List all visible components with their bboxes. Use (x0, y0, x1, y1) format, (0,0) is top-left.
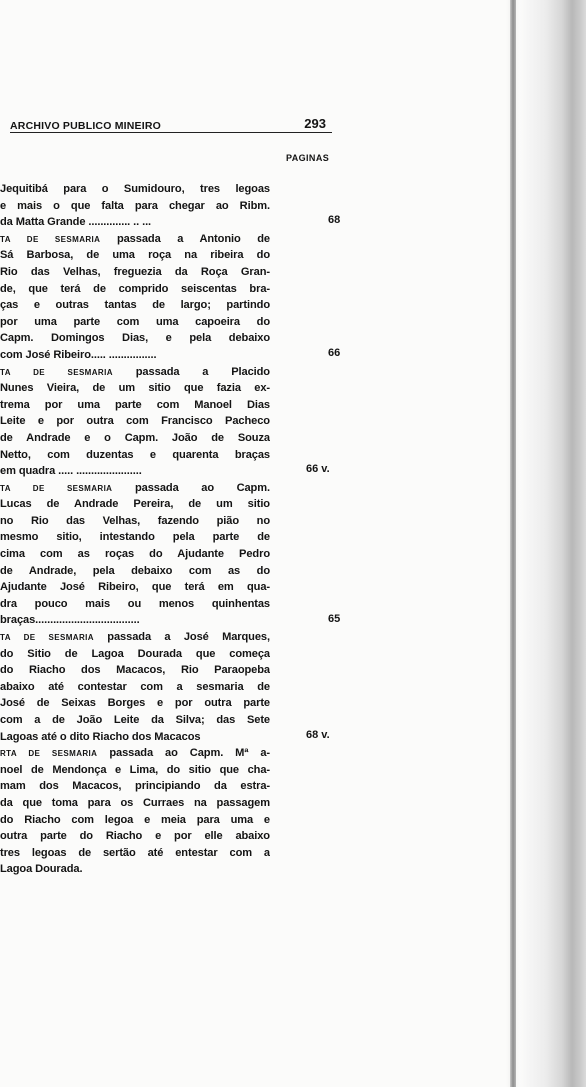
text-line (0, 712, 270, 729)
entry-heading-line (0, 745, 270, 762)
line-text: Ajudante José Ribeiro, que terá em qua- (0, 581, 270, 594)
text-line (0, 795, 270, 812)
text-line (0, 828, 270, 845)
text-line (0, 646, 270, 663)
line-text: tres legoas de sertão até entestar com a (0, 846, 270, 859)
line-text: Capm. Domingos Dias, e pela debaixo (0, 332, 270, 345)
text-line (0, 513, 270, 530)
carta-de-sesmaria-label: TA DE SESMARIA (0, 367, 113, 377)
text-line (0, 861, 270, 878)
entry-heading-line (0, 480, 270, 497)
line-text: passada a José Marques, (93, 631, 270, 644)
line-text: noel de Mendonça e Lima, do sitio que cha- (0, 763, 270, 776)
text-line (0, 579, 270, 596)
line-text: dra pouco mais ou menos quinhentas (0, 597, 270, 610)
header-rule (10, 132, 332, 133)
text-line (0, 281, 270, 298)
carta-de-sesmaria-label: TA DE SESMARIA (0, 633, 94, 643)
line-text: com José Ribeiro..... ................ (0, 348, 157, 361)
text-line (0, 546, 270, 563)
line-text: abaixo até contestar com a sesmaria de (0, 680, 270, 693)
carta-de-sesmaria-label: TA DE SESMARIA (0, 234, 101, 244)
line-text: e mais o que falta para chegar ao Ribm. (0, 199, 270, 212)
page-reference: 66 (328, 347, 341, 359)
running-title: ARCHIVO PUBLICO MINEIRO (10, 120, 162, 132)
line-text: Jequitibá para o Sumidouro, tres legoas (0, 183, 270, 195)
line-text: da que toma para os Curraes na passagem (0, 796, 270, 809)
line-text: braças................................... (0, 614, 140, 627)
text-line (0, 380, 270, 397)
line-text: com a de João Leite da Silva; das Sete (0, 714, 270, 726)
line-text: passada a Placido (112, 365, 270, 378)
text-line (0, 812, 270, 829)
line-text: ças e outras tantas de largo; partindo (0, 299, 270, 312)
page-number: 293 (304, 116, 326, 131)
line-text: Lucas de Andrade Pereira, de um sitio (0, 498, 270, 511)
line-text: de Andrade, pela debaixo com as do (0, 564, 270, 577)
sesmaria-entries (0, 181, 270, 878)
line-text: José de Seixas Borges e por outra parte (0, 697, 270, 710)
line-text: Sá Barbosa, de uma roça na ribeira do (0, 249, 270, 262)
line-text: Netto, com duzentas e quarenta braças (0, 448, 270, 461)
text-line (0, 397, 270, 414)
text-line (0, 563, 270, 580)
column-label-paginas: PAGINAS (286, 153, 330, 163)
page-reference: 68 (328, 214, 341, 227)
text-line (0, 762, 270, 779)
text-line (0, 297, 270, 314)
line-text: passada a Antonio de (100, 232, 270, 245)
text-line (0, 662, 270, 679)
page-reference: 65 (328, 612, 341, 625)
line-text: passada ao Capm. (112, 481, 270, 494)
text-line (0, 430, 270, 447)
text-line (0, 264, 270, 281)
text-line (0, 612, 270, 629)
line-text: em quadra ..... ...................... (0, 465, 142, 478)
text-line (0, 596, 270, 613)
line-text: Leite e por outra com Francisco Pacheco (0, 415, 270, 428)
line-text: de Andrade e o Capm. João de Souza (0, 431, 270, 444)
binding-edge (510, 0, 516, 1087)
line-text: Lagoas até o dito Riacho dos Macacos (0, 730, 201, 743)
text-line (0, 247, 270, 264)
line-text: da Matta Grande .............. .. ... (0, 216, 152, 229)
text-line (0, 463, 270, 480)
line-text: no Rio das Velhas, fazendo pião no (0, 514, 270, 527)
text-line (0, 181, 270, 198)
line-text: Nunes Vieira, de um sitio que fazia ex- (0, 382, 270, 395)
text-line (0, 496, 270, 513)
text-line (0, 845, 270, 862)
line-text: de, que terá de comprido seiscentas bra- (0, 282, 270, 295)
line-text: do Riacho dos Macacos, Rio Paraopeba (0, 664, 270, 677)
text-line (0, 314, 270, 331)
page-reference: 66 v. (306, 463, 330, 476)
page-gutter-shadow (506, 0, 586, 1087)
line-text: passada ao Capm. Mª a- (97, 747, 270, 760)
entry-heading-line (0, 231, 270, 248)
line-text: trema por uma parte com Manoel Dias (0, 398, 270, 411)
page-reference: 68 v. (306, 728, 330, 741)
entry-heading-line (0, 629, 270, 646)
line-text: outra parte do Riacho e por elle abaixo (0, 830, 270, 843)
text-line (0, 778, 270, 795)
line-text: do Riacho com legoa e meia para uma e (0, 813, 270, 826)
text-line (0, 214, 270, 231)
text-line (0, 413, 270, 430)
text-line (0, 729, 270, 746)
text-line (0, 447, 270, 464)
entry-heading-line (0, 364, 270, 381)
line-text: do Sitio de Lagoa Dourada que começa (0, 647, 270, 660)
line-text: Rio das Velhas, freguezia da Roça Gran- (0, 265, 270, 278)
text-line (0, 330, 270, 347)
text-line (0, 695, 270, 712)
text-line (0, 347, 270, 364)
carta-de-sesmaria-label: TA DE SESMARIA (0, 483, 113, 493)
line-text: cima com as roças do Ajudante Pedro (0, 548, 270, 561)
line-text: por uma parte com uma capoeira do (0, 315, 270, 328)
line-text: Lagoa Dourada. (0, 863, 83, 876)
text-line (0, 679, 270, 696)
line-text: mam dos Macacos, principiando da estra- (0, 780, 270, 793)
line-text: mesmo sitio, intestando pela parte de (0, 531, 270, 544)
text-line (0, 198, 270, 215)
text-line (0, 529, 270, 546)
carta-de-sesmaria-label: RTA DE SESMARIA (0, 749, 98, 759)
